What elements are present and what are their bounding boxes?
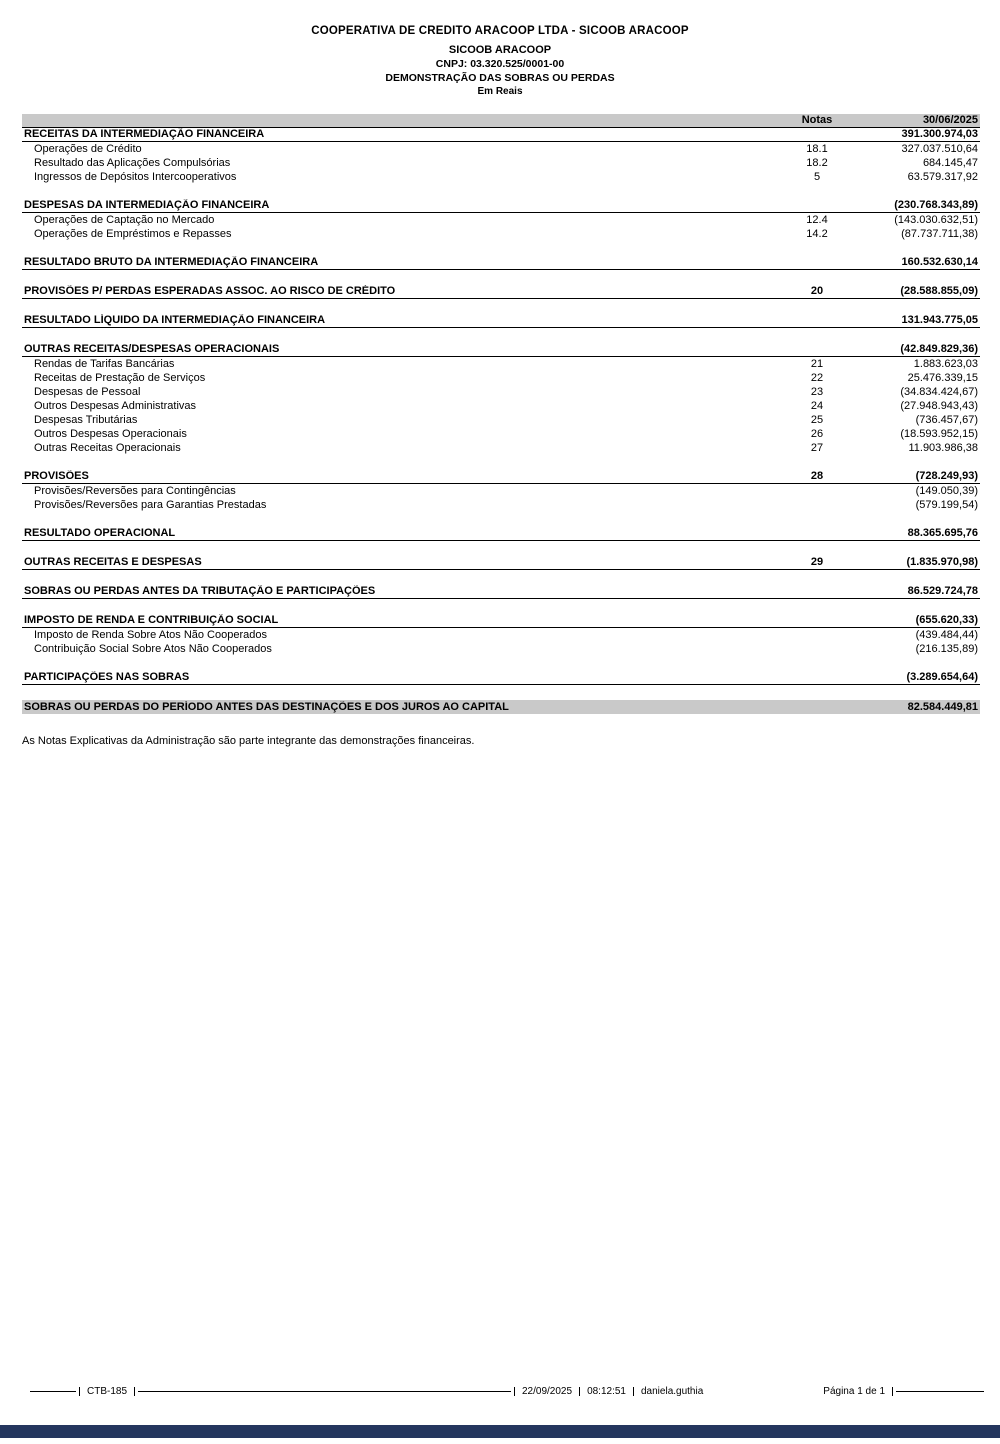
bottom-bar [0, 1425, 1000, 1438]
section-row [22, 128, 980, 142]
footer-page-number: Página 1 de 1 [823, 1386, 885, 1397]
row-value: (655.620,33) [915, 614, 978, 626]
row-value: (149.050,39) [915, 484, 978, 497]
row-value: (1.835.970,98) [906, 556, 978, 568]
row-value: (143.030.632,51) [894, 213, 978, 226]
row-label: Ingressos de Depósitos Intercooperativos [34, 170, 237, 183]
report-title: DEMONSTRAÇÃO DAS SOBRAS OU PERDAS [385, 72, 615, 84]
row-label: Contribuição Social Sobre Atos Não Cooperados [34, 642, 272, 655]
row-value: (18.593.952,15) [900, 427, 978, 440]
row-notas: 12.4 [806, 213, 828, 226]
row-label: SOBRAS OU PERDAS DO PERÍODO ANTES DAS DESTINAÇÕES E DOS JUROS AO CAPITAL [24, 700, 509, 713]
row-notas: 24 [810, 399, 824, 412]
row-label: Receitas de Prestação de Serviços [34, 371, 206, 384]
section-row [22, 585, 980, 599]
row-label: PARTICIPAÇÕES NAS SOBRAS [24, 671, 190, 683]
row-label: PROVISÕES P/ PERDAS ESPERADAS ASSOC. AO RISCO DE CRÉDITO [24, 285, 396, 297]
cnpj-line: CNPJ: 03.320.525/0001-00 [435, 58, 565, 70]
report-table [22, 114, 980, 714]
row-notas: 14.2 [806, 227, 828, 240]
row-value: (230.768.343,89) [894, 199, 978, 211]
entity-name: SICOOB ARACOOP [448, 44, 552, 56]
row-label: PROVISÕES [24, 470, 89, 482]
document-header [0, 0, 1000, 97]
item-row [22, 227, 980, 241]
row-label: Operações de Captação no Mercado [34, 213, 215, 226]
item-row [22, 170, 980, 184]
section-row [22, 556, 980, 570]
row-notas: 29 [810, 556, 824, 568]
explanatory-note: As Notas Explicativas da Administração são parte integrante das demonstrações financeiras. [22, 735, 475, 747]
row-label: Imposto de Renda Sobre Atos Não Cooperados [34, 628, 267, 641]
row-notas: 22 [810, 371, 824, 384]
row-label: Outras Receitas Operacionais [34, 441, 181, 454]
row-notas: 18.1 [806, 142, 828, 155]
row-value: (42.849.829,36) [900, 343, 978, 355]
spacer-row [22, 570, 980, 585]
row-value: 131.943.775,05 [901, 314, 978, 326]
row-value: 684.145,47 [922, 156, 978, 169]
row-label: SOBRAS OU PERDAS ANTES DA TRIBUTAÇÃO E PARTICIPAÇÕES [24, 585, 376, 597]
row-label: Outros Despesas Administrativas [34, 399, 197, 412]
section-row [22, 314, 980, 328]
item-row [22, 642, 980, 656]
row-value: 25.476.339,15 [907, 371, 978, 384]
row-label: Resultado das Aplicações Compulsórias [34, 156, 231, 169]
section-row [22, 343, 980, 357]
row-label: Despesas Tributárias [34, 413, 138, 426]
footer-line [30, 1391, 76, 1392]
row-value: (28.588.855,09) [900, 285, 978, 297]
row-value: (34.834.424,67) [900, 385, 978, 398]
row-label: Rendas de Tarifas Bancárias [34, 357, 175, 370]
row-label: OUTRAS RECEITAS E DESPESAS [24, 556, 202, 568]
item-row [22, 213, 980, 227]
spacer-row [22, 455, 980, 470]
section-row [22, 671, 980, 685]
section-row [22, 614, 980, 628]
footer-report-code: CTB-185 [87, 1386, 128, 1397]
footer-tick [514, 1387, 515, 1396]
row-notas: 26 [810, 427, 824, 440]
spacer-row [22, 656, 980, 671]
row-label: Outros Despesas Operacionais [34, 427, 187, 440]
header-date-cell: 30/06/2025 [922, 114, 978, 126]
table-header-row [22, 114, 980, 128]
row-label: RESULTADO OPERACIONAL [24, 527, 176, 539]
item-row [22, 441, 980, 455]
row-value: 1.883.623,03 [913, 357, 978, 370]
header-notas-cell: Notas [801, 114, 833, 126]
row-notas: 27 [810, 441, 824, 454]
row-label: RESULTADO LÍQUIDO DA INTERMEDIAÇÃO FINANCEIRA [24, 314, 326, 326]
spacer-row [22, 541, 980, 556]
footer-tick [579, 1387, 580, 1396]
spacer-row [22, 328, 980, 343]
total-row [22, 700, 980, 714]
row-label: RECEITAS DA INTERMEDIAÇÃO FINANCEIRA [24, 128, 265, 140]
footer-tick [134, 1387, 135, 1396]
spacer-row [22, 270, 980, 285]
row-value: (736.457,67) [915, 413, 978, 426]
row-value: 88.365.695,76 [907, 527, 978, 539]
row-value: (728.249,93) [915, 470, 978, 482]
item-row [22, 498, 980, 512]
row-notas: 20 [810, 285, 824, 297]
item-row [22, 142, 980, 156]
company-name: COOPERATIVA DE CREDITO ARACOOP LTDA - SICOOB ARACOOP [311, 25, 689, 37]
item-row [22, 156, 980, 170]
row-value: 86.529.724,78 [907, 585, 978, 597]
footer-date: 22/09/2025 [522, 1386, 573, 1397]
row-value: (87.737.711,38) [901, 227, 978, 240]
section-row [22, 199, 980, 213]
row-value: (439.484,44) [915, 628, 978, 641]
footer-tick [79, 1387, 80, 1396]
item-row [22, 427, 980, 441]
section-row [22, 285, 980, 299]
row-notas: 23 [810, 385, 824, 398]
item-row [22, 628, 980, 642]
spacer-row [22, 512, 980, 527]
item-row [22, 385, 980, 399]
row-value: (216.135,89) [915, 642, 978, 655]
row-label: Operações de Empréstimos e Repasses [34, 227, 232, 240]
row-value: 391.300.974,03 [901, 128, 978, 140]
row-notas: 21 [810, 357, 824, 370]
row-value: (3.289.654,64) [906, 671, 978, 683]
item-row [22, 413, 980, 427]
row-label: Provisões/Reversões para Garantias Prestadas [34, 498, 267, 511]
row-label: RESULTADO BRUTO DA INTERMEDIAÇÃO FINANCEIRA [24, 256, 319, 268]
section-row [22, 527, 980, 541]
item-row [22, 399, 980, 413]
row-label: Provisões/Reversões para Contingências [34, 484, 236, 497]
row-value: 327.037.510,64 [901, 142, 978, 155]
currency-line: Em Reais [477, 86, 523, 97]
row-value: 160.532.630,14 [901, 256, 978, 268]
row-notas: 18.2 [806, 156, 828, 169]
spacer-row [22, 184, 980, 199]
row-value: 63.579.317,92 [907, 170, 978, 183]
footer-tick [892, 1387, 893, 1396]
spacer-row [22, 299, 980, 314]
section-row [22, 256, 980, 270]
row-notas: 25 [810, 413, 824, 426]
row-label: Despesas de Pessoal [34, 385, 141, 398]
footer-time: 08:12:51 [587, 1386, 626, 1397]
row-label: DESPESAS DA INTERMEDIAÇÃO FINANCEIRA [24, 199, 270, 211]
row-label: Operações de Crédito [34, 142, 142, 155]
row-value: 82.584.449,81 [907, 700, 978, 713]
footer-tick [633, 1387, 634, 1396]
row-label: IMPOSTO DE RENDA E CONTRIBUIÇÃO SOCIAL [24, 614, 279, 626]
footer-user: daniela.guthia [641, 1386, 704, 1397]
item-row [22, 357, 980, 371]
row-value: (579.199,54) [915, 498, 978, 511]
row-notas: 5 [813, 170, 821, 183]
footer-line [896, 1391, 984, 1392]
row-notas: 28 [810, 470, 824, 482]
spacer-row [22, 685, 980, 700]
row-value: 11.903.986,38 [908, 441, 978, 454]
spacer-row [22, 241, 980, 256]
page-footer [30, 1386, 984, 1397]
footer-line [138, 1391, 511, 1392]
item-row [22, 484, 980, 498]
row-value: (27.948.943,43) [900, 399, 978, 412]
spacer-row [22, 599, 980, 614]
section-row [22, 470, 980, 484]
row-label: OUTRAS RECEITAS/DESPESAS OPERACIONAIS [24, 343, 280, 355]
item-row [22, 371, 980, 385]
